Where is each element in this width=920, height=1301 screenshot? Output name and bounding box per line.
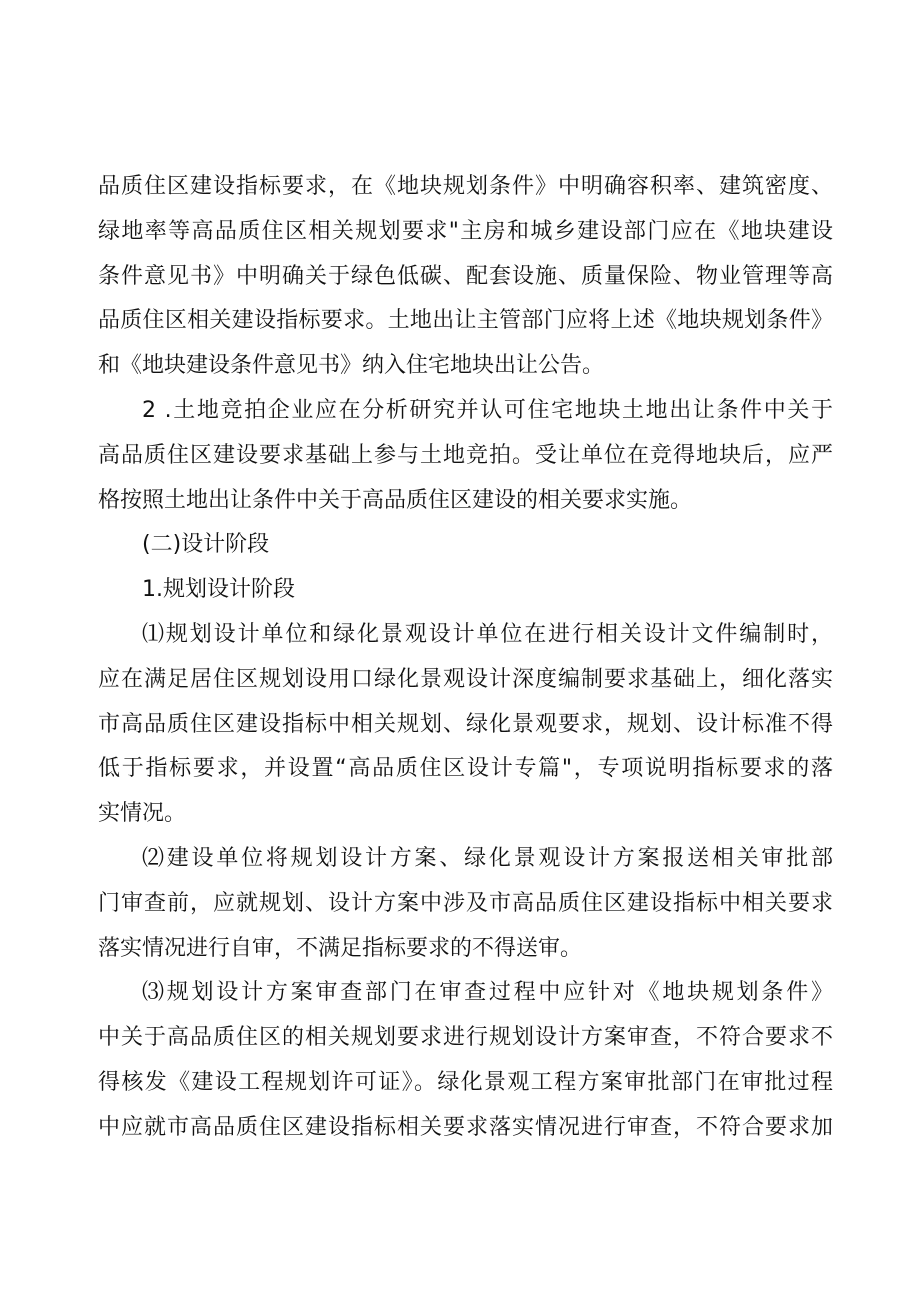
text-line: 门审查前，应就规划、设计方案中涉及市高品质住区建设指标中相关要求 [98,890,833,916]
text-line: 中应就市高品质住区建设指标相关要求落实情况进行审查，不符合要求加 [98,1114,833,1140]
text-line: 品质住区相关建设指标要求。土地出让主管部门应将上述《地块规划条件》 [98,308,833,334]
text-line: ⑵建设单位将规划设计方案、绿化景观设计方案报送相关审批部 [142,845,833,871]
text-line: 高品质住区建设要求基础上参与土地竞拍。受让单位在竞得地块后，应严 [98,442,833,468]
text-line: 和《地块建设条件意见书》纳入住宅地块出让公告。 [98,353,605,379]
text-line: 市高品质住区建设指标中相关规划、绿化景观要求，规划、设计标准不得 [98,711,833,737]
section-heading: (二)设计阶段 [142,532,270,558]
text-line: 中关于高品质住区的相关规划要求进行规划设计方案审查，不符合要求不 [98,1025,833,1051]
document-body [98,165,833,1151]
text-line: 落实情况进行自审，不满足指标要求的不得送审。 [98,935,583,961]
text-line: 2 .土地竞拍企业应在分析研究并认可住宅地块土地出让条件中关于 [142,397,833,423]
text-line: 条件意见书》中明确关于绿色低碳、配套设施、质量保险、物业管理等高 [98,263,833,289]
text-line: 得核发《建设工程规划许可证》。绿化景观工程方案审批部门在审批过程 [98,1069,833,1095]
text-line: 格按照土地出让条件中关于高品质住区建设的相关要求实施。 [98,487,693,513]
text-line: 低于指标要求，并设置“高品质住区设计专篇"，专项说明指标要求的落 [98,756,833,782]
text-line: 应在满足居住区规划设用口绿化景观设计深度编制要求基础上，细化落实 [98,666,833,692]
text-line: 绿地率等高品质住区相关规划要求"主房和城乡建设部门应在《地块建设 [98,218,833,244]
text-line: 品质住区建设指标要求，在《地块规划条件》中明确容积率、建筑密度、 [98,174,833,199]
text-line: ⑶规划设计方案审查部门在审查过程中应针对《地块规划条件》 [142,980,833,1006]
subsection-heading: 1.规划设计阶段 [142,577,295,603]
text-line: ⑴规划设计单位和绿化景观设计单位在进行相关设计文件编制时， [142,621,833,647]
text-line: 实情况。 [98,801,187,827]
